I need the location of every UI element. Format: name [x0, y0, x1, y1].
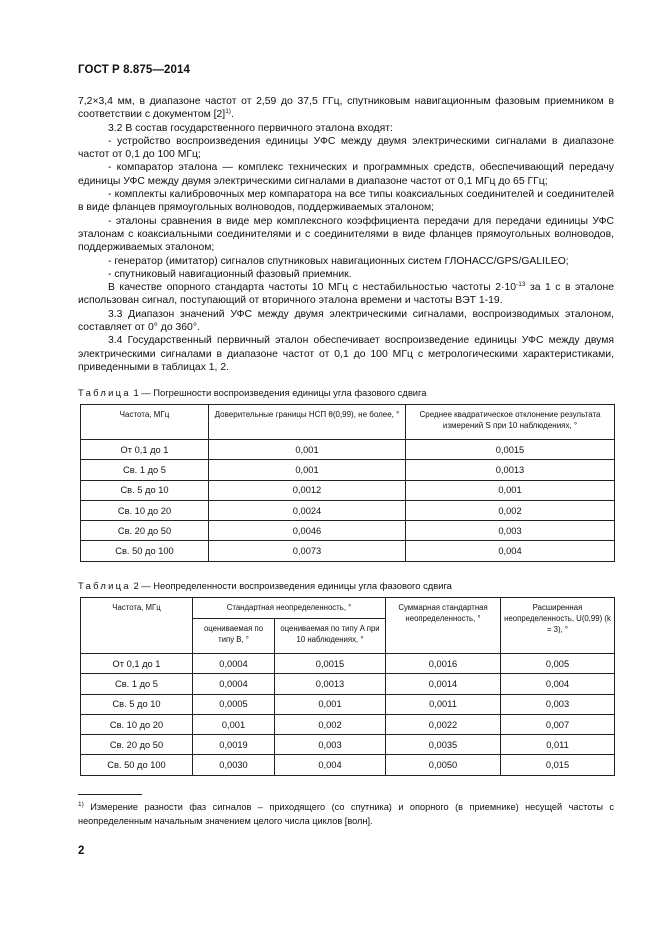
table-row [81, 460, 615, 480]
table-cell: 0,0004 [193, 674, 275, 694]
footnote: $^{1)}$ Измерение разности фаз сигналов – приходящего (со спутника) и опорного (в приемнике) несущей частоты с неопределенным начальным значением целого числа циклов [волн]. [78, 801, 614, 826]
table-cell: 0,004 [275, 755, 386, 775]
table-cell: 0,001 [275, 694, 386, 714]
table-cell: 0,0022 [386, 714, 501, 734]
table-row [81, 480, 615, 500]
column-header: Суммарная стандартная неопределенность, ° [386, 598, 501, 654]
table-cell: 0,0046 [209, 521, 406, 541]
list-item: - эталоны сравнения в виде мер комплексного коэффициента передачи для передачи единицы УФС эталонам с коаксиальными соединителями и с соединителями в виде фланцев прямоугольных волноводов, поддерживаемых эталоном; [78, 215, 614, 254]
table-cell: 0,0013 [275, 674, 386, 694]
table-header-row [81, 598, 615, 619]
table-row [81, 440, 615, 460]
table-cell: Св. 1 до 5 [81, 460, 209, 480]
table-cell: 0,001 [193, 714, 275, 734]
table-cell: Св. 5 до 10 [81, 480, 209, 500]
table-cell: 0,015 [501, 755, 615, 775]
table-row [81, 755, 615, 775]
column-header: Среднее квадратическое отклонение результата измерений S при 10 наблюдениях, ° [406, 405, 615, 440]
table-row [81, 500, 615, 520]
table-cell: 0,005 [501, 654, 615, 674]
table1-caption: Таблица 1 — Погрешности воспроизведения единицы угла фазового сдвига [78, 387, 427, 398]
table-cell: Св. 20 до 50 [81, 735, 193, 755]
table-row [81, 694, 615, 714]
body-text [78, 95, 614, 374]
table-cell: 0,0015 [275, 654, 386, 674]
table-cell: 0,002 [406, 500, 615, 520]
table-cell: Св. 1 до 5 [81, 674, 193, 694]
list-item: - компаратор эталона — комплекс технических и программных средств, обеспечивающий передачу единицы УФС между двумя электрическими сигналами в диапазоне частот от 0,1 МГц до 65 ГГц; [78, 162, 614, 187]
column-header: Расширенная неопределенность, U(0,99) (k = 3), ° [501, 598, 615, 654]
table-cell: Св. 20 до 50 [81, 521, 209, 541]
table-cell: 0,0016 [386, 654, 501, 674]
table-cell: Св. 10 до 20 [81, 500, 209, 520]
table2 [80, 597, 615, 776]
column-header: Стандартная неопределенность, ° [193, 598, 386, 619]
table-cell: 0,007 [501, 714, 615, 734]
table-cell: 0,0024 [209, 500, 406, 520]
table-cell: 0,0004 [193, 654, 275, 674]
table-cell: От 0,1 до 1 [81, 654, 193, 674]
paragraph: 3.3 Диапазон значений УФС между двумя электрическими сигналами, воспроизводимых эталоном, составляет от 0° до 360°. [78, 308, 614, 334]
table-cell: 0,0012 [209, 480, 406, 500]
column-header: Частота, МГц [81, 405, 209, 440]
table-cell: 0,0014 [386, 674, 501, 694]
paragraph: 7,2×3,4 мм, в диапазоне частот от 2,59 до 37,5 ГГц, спутниковым навигационным фазовым приемником в соответствии с документом $[2]^{1)}$. [78, 96, 614, 121]
table-cell: Св. 10 до 20 [81, 714, 193, 734]
paragraph: В качестве опорного стандарта частоты 10 МГц с нестабильностью частоты $2\cdot 10^{-13}$ за 1 с в эталоне использован сигнал, поступающий от вторичного эталона времени и частоты ВЭТ 1-19. [78, 281, 614, 307]
table-row [81, 654, 615, 674]
table-cell: 0,0011 [386, 694, 501, 714]
table-row [81, 521, 615, 541]
table-cell: От 0,1 до 1 [81, 440, 209, 460]
list-item: - комплекты калибровочных мер компаратора на все типы коаксиальных соединителей и соединителей в виде фланцев прямоугольных волноводов, поддерживаемых эталоном; [78, 189, 614, 214]
table-cell: 0,0073 [209, 541, 406, 561]
footnote-divider [78, 794, 142, 795]
table-cell: 0,001 [406, 480, 615, 500]
paragraph: 3.2 В состав государственного первичного эталона входят: [108, 122, 393, 134]
table-header-row [81, 405, 615, 440]
table-cell: 0,002 [275, 714, 386, 734]
table-cell: 0,004 [501, 674, 615, 694]
table2-caption: Таблица 2 — Неопределенности воспроизведения единицы угла фазового сдвига [78, 580, 452, 591]
table-cell: Св. 50 до 100 [81, 541, 209, 561]
table-cell: 0,003 [275, 735, 386, 755]
table-cell: 0,0019 [193, 735, 275, 755]
table-cell: Св. 5 до 10 [81, 694, 193, 714]
page-number: 2 [78, 845, 85, 857]
table-row [81, 674, 615, 694]
column-header: Частота, МГц [81, 598, 193, 654]
paragraph: 3.4 Государственный первичный эталон обеспечивает воспроизведение единицы УФС между двумя электрическими сигналами в диапазоне частот от 0,1 до 100 МГц с метрологическими характеристиками, приведенными в таблицах 1, 2. [78, 335, 614, 373]
table-cell: 0,001 [209, 440, 406, 460]
table-cell: 0,0050 [386, 755, 501, 775]
column-header: Доверительные границы НСП θ(0,99), не более, ° [209, 405, 406, 440]
table-cell: Св. 50 до 100 [81, 755, 193, 775]
table-cell: 0,003 [406, 521, 615, 541]
table-cell: 0,0030 [193, 755, 275, 775]
table-cell: 0,001 [209, 460, 406, 480]
column-header: оцениваемая по типу A при 10 наблюдениях, ° [275, 619, 386, 654]
table-cell: 0,0035 [386, 735, 501, 755]
list-item: - спутниковый навигационный фазовый приемник. [108, 268, 352, 280]
table-cell: 0,0013 [406, 460, 615, 480]
list-item: - устройство воспроизведения единицы УФС между двумя электрическими сигналами в диапазоне частот от 0,1 до 100 МГц; [78, 135, 614, 161]
table-cell: 0,0005 [193, 694, 275, 714]
table-cell: 0,0015 [406, 440, 615, 460]
table-row [81, 714, 615, 734]
document-header: ГОСТ Р 8.875—2014 [78, 64, 190, 76]
table1 [80, 404, 615, 562]
table-row [81, 735, 615, 755]
table-cell: 0,004 [406, 541, 615, 561]
table-row [81, 541, 615, 561]
table-cell: 0,011 [501, 735, 615, 755]
table-cell: 0,003 [501, 694, 615, 714]
column-header: оцениваемая по типу B, ° [193, 619, 275, 654]
list-item: - генератор (имитатор) сигналов спутниковых навигационных систем ГЛОНАСС/GPS/GALILEO; [108, 255, 569, 267]
